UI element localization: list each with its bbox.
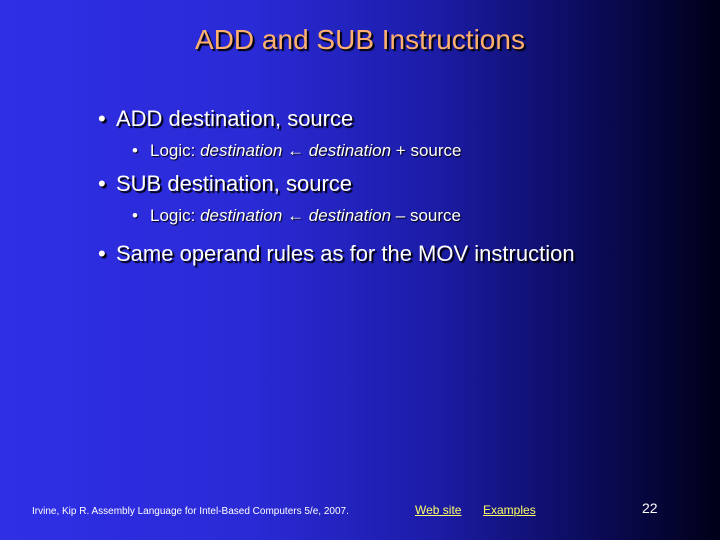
logic-tail: source xyxy=(410,141,462,160)
logic-operator: + xyxy=(395,141,406,160)
logic-tail: source xyxy=(409,206,461,225)
logic-lhs: destination xyxy=(200,206,283,225)
page-number: 22 xyxy=(642,500,658,516)
left-arrow-icon: ← xyxy=(287,206,305,225)
bullet-sub-text: SUB destination, source xyxy=(116,171,353,196)
logic-operator: – xyxy=(395,206,406,225)
sub-bullet-sub-logic xyxy=(132,206,461,226)
sub-bullet-add-logic xyxy=(132,141,461,161)
logic-lhs: destination xyxy=(200,141,283,160)
bullet-operand-rules-text: Same operand rules as for the MOV instruction xyxy=(116,241,575,266)
bullet-add-text: ADD destination, source xyxy=(116,106,354,131)
sub-bullet-icon: • xyxy=(132,141,138,160)
bullet-operand-rules xyxy=(98,241,575,267)
sub-bullet-icon: • xyxy=(132,206,138,225)
examples-link[interactable]: Examples xyxy=(483,503,536,517)
logic-prefix: Logic: xyxy=(150,141,201,160)
slide-title: ADD and SUB Instructions xyxy=(195,24,525,55)
left-arrow-icon: ← xyxy=(287,141,305,160)
logic-prefix: Logic: xyxy=(150,206,201,225)
bullet-icon: • xyxy=(98,171,106,196)
footer-citation: Irvine, Kip R. Assembly Language for Intel-Based Computers 5/e, 2007. xyxy=(32,506,349,517)
web-site-link[interactable]: Web site xyxy=(415,503,462,517)
bullet-add xyxy=(98,106,353,132)
bullet-sub xyxy=(98,171,352,197)
logic-rhs: destination xyxy=(308,206,392,225)
bullet-icon: • xyxy=(98,241,106,266)
logic-rhs: destination xyxy=(308,141,392,160)
bullet-icon: • xyxy=(98,106,106,131)
